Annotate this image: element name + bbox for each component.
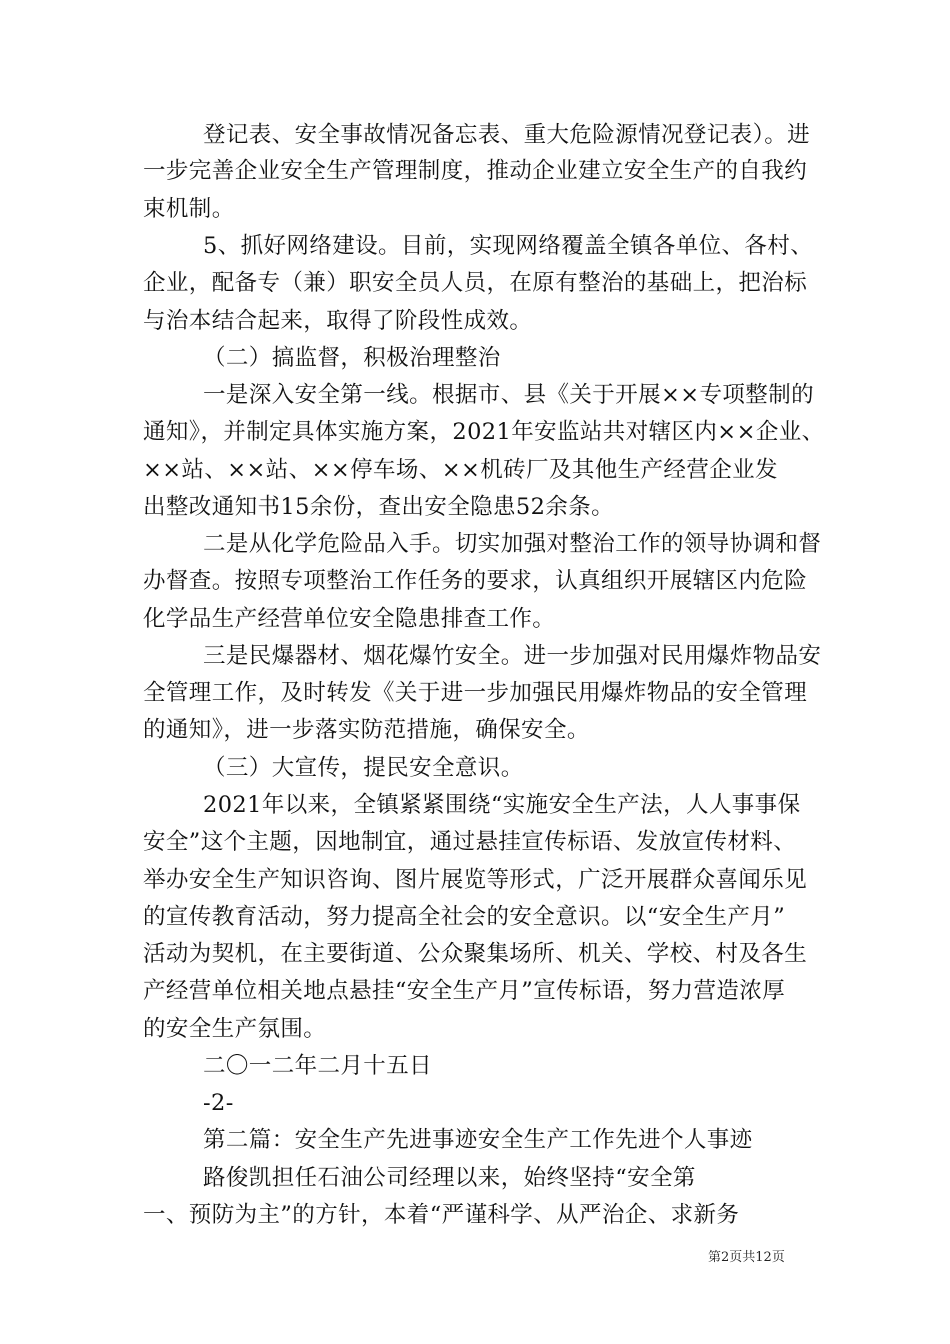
text-line: 的安全生产氛围。 [143, 1016, 327, 1042]
section-heading: （二）搞监督，积极治理整治 [203, 345, 501, 371]
page-footer: 第2页共12页 [708, 1250, 785, 1265]
page-marker: -2- [203, 1090, 234, 1116]
text-line: 安全”这个主题，因地制宜，通过悬挂宣传标语、发放宣传材料、 [143, 829, 797, 855]
text-line: 与治本结合起来，取得了阶段性成效。 [143, 308, 533, 334]
text-line: 企业，配备专（兼）职安全员人员，在原有整治的基础上，把治标 [143, 270, 808, 296]
text-line: 登记表、安全事故情况备忘表、重大危险源情况登记表）。进 [203, 122, 811, 148]
date-line: 二〇一二年二月十五日 [203, 1053, 433, 1079]
text-line: 二是从化学危险品入手。切实加强对整治工作的领导协调和督 [203, 531, 822, 557]
text-line: 全管理工作，及时转发《关于进一步加强民用爆炸物品的安全管理 [143, 680, 808, 706]
text-line: 一是深入安全第一线。根据市、县《关于开展××专项整制的 [203, 382, 815, 408]
text-line: 路俊凯担任石油公司经理以来，始终坚持“安全第 [203, 1165, 696, 1191]
text-line: 活动为契机，在主要街道、公众聚集场所、机关、学校、村及各生 [143, 941, 808, 967]
text-line: 一、预防为主”的方针，本着“严谨科学、从严治企、求新务 [143, 1202, 740, 1228]
text-line: 的宣传教育活动，努力提高全社会的安全意识。以“安全生产月” [143, 904, 786, 930]
text-line: 三是民爆器材、烟花爆竹安全。进一步加强对民用爆炸物品安 [203, 643, 822, 669]
text-line: 一步完善企业安全生产管理制度，推动企业建立安全生产的自我约 [143, 158, 808, 184]
text-line: 5、抓好网络建设。目前，实现网络覆盖全镇各单位、各村、 [203, 233, 814, 259]
text-line: 出整改通知书15余份，查出安全隐患52余条。 [143, 494, 615, 520]
section-heading: （三）大宣传，提民安全意识。 [203, 755, 524, 781]
text-line: 束机制。 [143, 196, 235, 222]
article-title: 第二篇：安全生产先进事迹安全生产工作先进个人事迹 [203, 1127, 753, 1153]
text-line: ××站、××站、××停车场、××机砖厂及其他生产经营企业发 [143, 457, 778, 483]
text-line: 通知》，并制定具体实施方案，2021年安监站共对辖区内××企业、 [143, 419, 825, 445]
text-line: 的通知》，进一步落实防范措施，确保安全。 [143, 717, 590, 743]
text-line: 2021年以来，全镇紧紧围绕“实施安全生产法，人人事事保 [203, 792, 801, 818]
text-line: 办督查。按照专项整治工作任务的要求，认真组织开展辖区内危险 [143, 568, 808, 594]
text-line: 产经营单位相关地点悬挂“安全生产月”宣传标语，努力营造浓厚 [143, 978, 786, 1004]
text-line: 化学品生产经营单位安全隐患排查工作。 [143, 606, 556, 632]
text-line: 举办安全生产知识咨询、图片展览等形式，广泛开展群众喜闻乐见 [143, 867, 808, 893]
